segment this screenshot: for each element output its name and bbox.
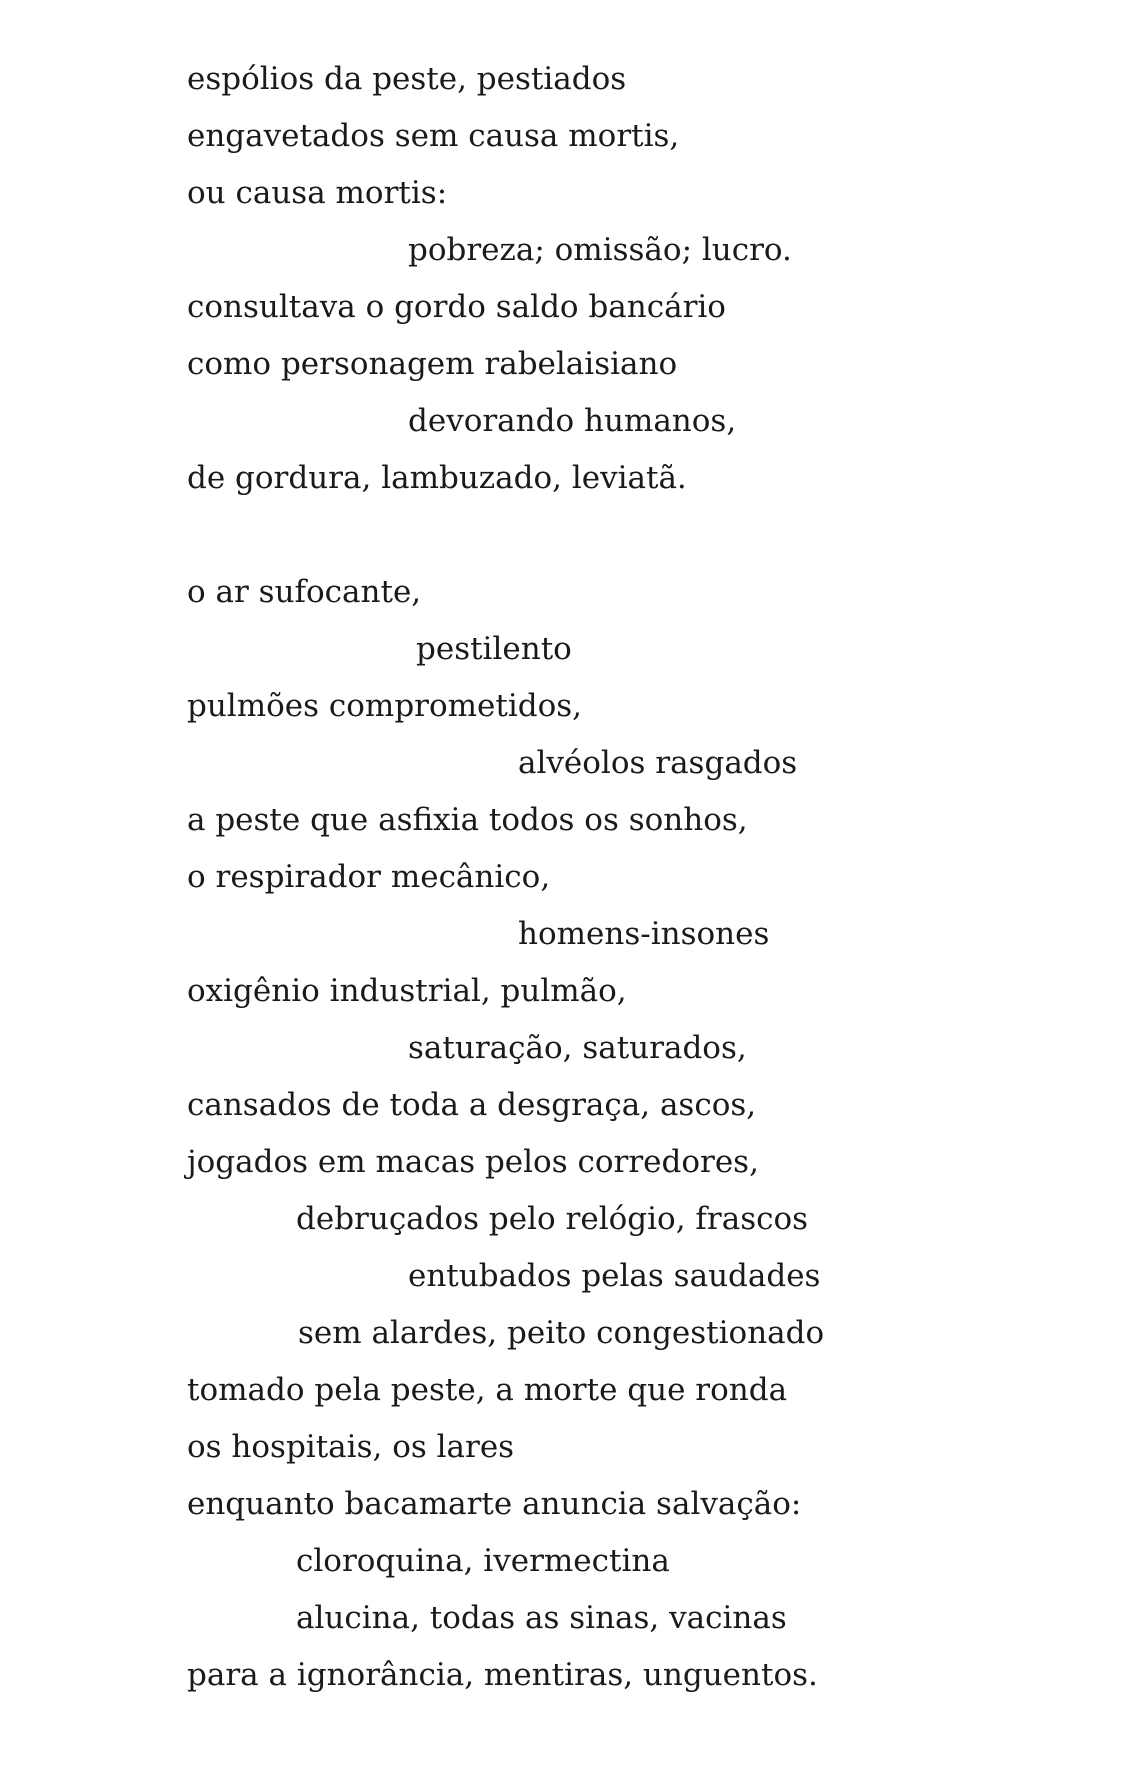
- poem-line: cansados de toda a desgraça, ascos,: [187, 1087, 757, 1123]
- poem-line: tomado pela peste, a morte que ronda: [187, 1372, 788, 1408]
- poem-line: cloroquina, ivermectina: [296, 1543, 670, 1579]
- poem: [187, 51, 1087, 1704]
- poem-line: entubados pelas saudades: [408, 1258, 821, 1294]
- poem-line: alvéolos rasgados: [518, 745, 798, 781]
- poem-line: homens-insones: [518, 916, 770, 952]
- stanza-2: [187, 564, 1087, 1704]
- poem-line: jogados em macas pelos corredores,: [187, 1144, 759, 1180]
- poem-line: devorando humanos,: [408, 403, 737, 439]
- poem-line: oxigênio industrial, pulmão,: [187, 973, 627, 1009]
- poem-line: pobreza; omissão; lucro.: [408, 232, 792, 268]
- poem-line: enquanto bacamarte anuncia salvação:: [187, 1486, 802, 1522]
- poem-line: saturação, saturados,: [408, 1030, 747, 1066]
- poem-line: a peste que asfixia todos os sonhos,: [187, 802, 748, 838]
- poem-line: pulmões comprometidos,: [187, 688, 583, 724]
- stanza-1: [187, 51, 1087, 507]
- poem-line: debruçados pelo relógio, frascos: [296, 1201, 809, 1237]
- poem-line: consultava o gordo saldo bancário: [187, 289, 726, 325]
- poem-line: o respirador mecânico,: [187, 859, 551, 895]
- poem-line: alucina, todas as sinas, vacinas: [296, 1600, 787, 1636]
- poem-line: de gordura, lambuzado, leviatã.: [187, 460, 687, 496]
- poem-line: para a ignorância, mentiras, unguentos.: [187, 1657, 818, 1693]
- poem-line: o ar sufocante,: [187, 574, 422, 610]
- poem-line: os hospitais, os lares: [187, 1429, 515, 1465]
- stanza-break: [187, 507, 1087, 564]
- poem-line: pestilento: [416, 631, 572, 667]
- poem-line: espólios da peste, pestiados: [187, 61, 627, 97]
- poem-line: sem alardes, peito congestionado: [298, 1315, 825, 1351]
- poem-line: engavetados sem causa mortis,: [187, 118, 680, 154]
- poem-line: ou causa mortis:: [187, 175, 448, 211]
- poem-line: como personagem rabelaisiano: [187, 346, 678, 382]
